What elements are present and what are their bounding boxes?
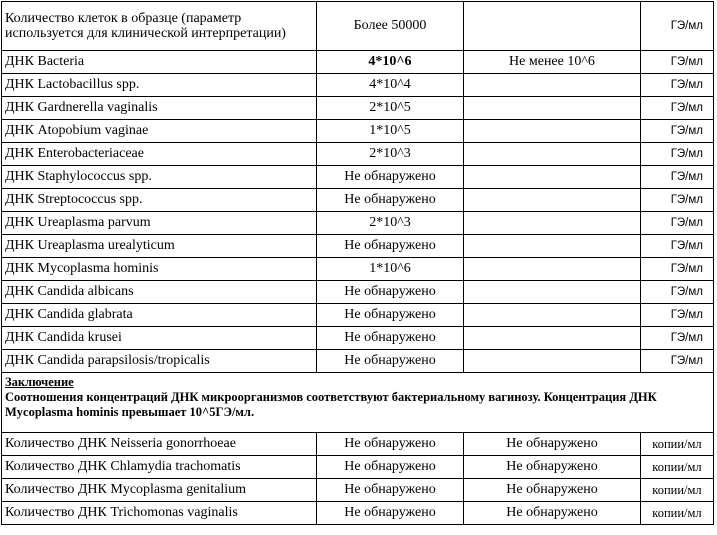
row-result: 4*10^6: [317, 51, 464, 74]
row-result: Не обнаружено: [317, 189, 464, 212]
row-norm: [464, 120, 641, 143]
row-name: ДНК Gardnerella vaginalis: [2, 97, 317, 120]
table-row: [2, 143, 714, 166]
row-result: 1*10^5: [317, 120, 464, 143]
row-result: Более 50000: [317, 2, 464, 51]
row-norm: [464, 304, 641, 327]
row-unit: копии/мл: [641, 456, 714, 479]
table-row: [2, 97, 714, 120]
row-result: Не обнаружено: [317, 502, 464, 525]
row-norm: Не менее 10^6: [464, 51, 641, 74]
row-name: ДНК Enterobacteriaceae: [2, 143, 317, 166]
row-norm: Не обнаружено: [464, 502, 641, 525]
row-norm: Не обнаружено: [464, 479, 641, 502]
row-norm: [464, 350, 641, 373]
table-row: [2, 502, 714, 525]
conclusion-text: Соотношения концентраций ДНК микроорганизмов соответствуют бактериальному вагинозу. Концентрация ДНК Mycoplasma hominis превышает 10^5ГЭ/мл.: [5, 390, 657, 419]
row-name: ДНК Candida albicans: [2, 281, 317, 304]
row-result: 2*10^3: [317, 143, 464, 166]
row-norm: [464, 74, 641, 97]
row-result: 4*10^4: [317, 74, 464, 97]
table-row: [2, 456, 714, 479]
row-norm: Не обнаружено: [464, 433, 641, 456]
row-unit: ГЭ/мл: [641, 235, 714, 258]
table-row: [2, 304, 714, 327]
row-name: ДНК Mycoplasma hominis: [2, 258, 317, 281]
table-row: [2, 281, 714, 304]
row-result: Не обнаружено: [317, 433, 464, 456]
row-unit: ГЭ/мл: [641, 350, 714, 373]
row-result: 2*10^3: [317, 212, 464, 235]
row-unit: ГЭ/мл: [641, 120, 714, 143]
row-name: ДНК Staphylococcus spp.: [2, 166, 317, 189]
row-result: Не обнаружено: [317, 456, 464, 479]
row-result: Не обнаружено: [317, 350, 464, 373]
table-row: [2, 120, 714, 143]
row-norm: Не обнаружено: [464, 456, 641, 479]
conclusion-cell: [2, 373, 714, 433]
row-result: Не обнаружено: [317, 479, 464, 502]
row-norm: [464, 97, 641, 120]
row-norm: [464, 2, 641, 51]
row-result: Не обнаружено: [317, 281, 464, 304]
conclusion-title: Заключение: [5, 375, 74, 389]
row-unit: копии/мл: [641, 433, 714, 456]
row-name: ДНК Ureaplasma urealyticum: [2, 235, 317, 258]
row-unit: копии/мл: [641, 479, 714, 502]
row-unit: ГЭ/мл: [641, 258, 714, 281]
row-unit: ГЭ/мл: [641, 327, 714, 350]
table-row: [2, 166, 714, 189]
table-row: [2, 479, 714, 502]
row-unit: ГЭ/мл: [641, 281, 714, 304]
row-result: Не обнаружено: [317, 327, 464, 350]
row-result: Не обнаружено: [317, 304, 464, 327]
row-norm: [464, 258, 641, 281]
row-name: ДНК Lactobacillus spp.: [2, 74, 317, 97]
row-norm: [464, 212, 641, 235]
row-unit: ГЭ/мл: [641, 304, 714, 327]
row-unit: ГЭ/мл: [641, 51, 714, 74]
table-row: [2, 74, 714, 97]
row-result: Не обнаружено: [317, 235, 464, 258]
row-unit: ГЭ/мл: [641, 2, 714, 51]
row-unit: ГЭ/мл: [641, 212, 714, 235]
table-row: [2, 235, 714, 258]
table-row: [2, 51, 714, 74]
row-norm: [464, 327, 641, 350]
table-row: [2, 212, 714, 235]
lab-results-table: [1, 1, 714, 525]
row-norm: [464, 166, 641, 189]
table-row: [2, 433, 714, 456]
table-row: [2, 350, 714, 373]
row-name: ДНК Bacteria: [2, 51, 317, 74]
row-name: Количество ДНК Trichomonas vaginalis: [2, 502, 317, 525]
row-unit: ГЭ/мл: [641, 74, 714, 97]
conclusion-row: [2, 373, 714, 433]
row-unit: ГЭ/мл: [641, 189, 714, 212]
row-name: ДНК Candida parapsilosis/tropicalis: [2, 350, 317, 373]
row-norm: [464, 189, 641, 212]
row-unit: ГЭ/мл: [641, 97, 714, 120]
row-unit: ГЭ/мл: [641, 166, 714, 189]
row-norm: [464, 143, 641, 166]
row-result: 2*10^5: [317, 97, 464, 120]
table-row: [2, 189, 714, 212]
table-row: [2, 2, 714, 51]
row-name: Количество клеток в образце (параметр используется для клинической интерпретации): [2, 2, 317, 51]
table-row: [2, 258, 714, 281]
row-name: ДНК Candida glabrata: [2, 304, 317, 327]
table-row: [2, 327, 714, 350]
row-name: ДНК Candida krusei: [2, 327, 317, 350]
row-name: ДНК Atopobium vaginae: [2, 120, 317, 143]
row-name: Количество ДНК Chlamydia trachomatis: [2, 456, 317, 479]
row-name: ДНК Ureaplasma parvum: [2, 212, 317, 235]
row-name: Количество ДНК Mycoplasma genitalium: [2, 479, 317, 502]
row-unit: ГЭ/мл: [641, 143, 714, 166]
row-name: Количество ДНК Neisseria gonorrhoeae: [2, 433, 317, 456]
row-result: 1*10^6: [317, 258, 464, 281]
row-result: Не обнаружено: [317, 166, 464, 189]
row-norm: [464, 281, 641, 304]
row-norm: [464, 235, 641, 258]
row-unit: копии/мл: [641, 502, 714, 525]
row-name: ДНК Streptococcus spp.: [2, 189, 317, 212]
